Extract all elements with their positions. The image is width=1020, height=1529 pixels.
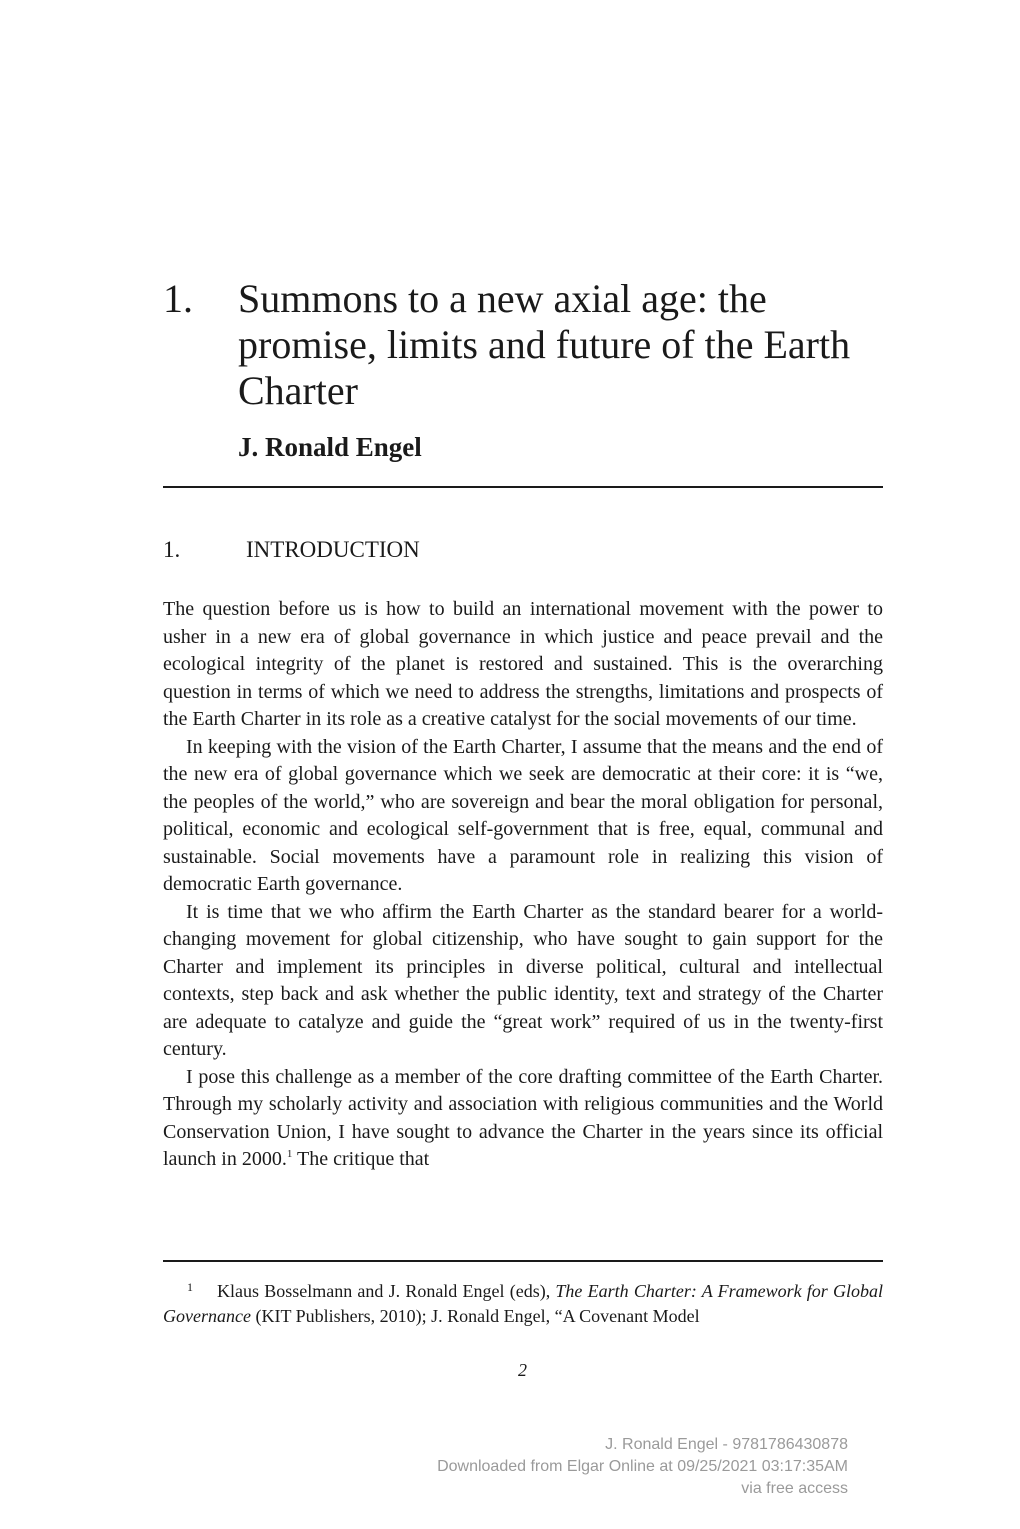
paragraph-3: It is time that we who affirm the Earth Charter as the standard bearer for a world-changing movement for global citizenship, who have sought to gain support for the Charter and implement its principles in diverse political, cultural and intellectual contexts, step back and ask whether the public identity, text and strategy of the Charter are adequate to catalyze and guide the “great work” required of us in the twenty-first century. — [163, 900, 883, 1060]
paragraph-2: In keeping with the vision of the Earth Charter, I assume that the means and the end of the new era of global governance which we seek are democratic at their core: it is “we, the peoples of the world,” who are sovereign and bear the moral obligation for personal, political, economic and ecological self-government that is free, equal, communal and sustainable. Social movements have a paramount role in realizing this vision of democratic Earth governance. — [163, 735, 883, 895]
chapter-author: J. Ronald Engel — [238, 432, 422, 462]
paragraph-4 — [163, 1064, 883, 1174]
footnote-text-after: (KIT Publishers, 2010); J. Ronald Engel, “A Covenant Model — [250, 1306, 700, 1326]
footnote: 1 Klaus Bosselmann and J. Ronald Engel (eds), The Earth Charter: A Framework for Global Governance (KIT Publishers, 2010); J. Ronald Engel, “A Covenant Model — [163, 1280, 883, 1326]
footnote-divider — [163, 1260, 883, 1262]
section-title: INTRODUCTION — [246, 537, 420, 562]
download-watermark — [437, 1434, 848, 1500]
footnote-book-title: The Earth Charter: A Framework for Global Governance — [163, 1281, 883, 1326]
watermark-line-1: J. Ronald Engel - 9781786430878 — [605, 1436, 848, 1453]
paragraph-4-text: I pose this challenge as a member of the core drafting committee of the Earth Charter. Through my scholarly activity and association with religious communities and the World Conservation Union, I have sought to advance the Charter in the years since its official launch in 2000. — [163, 1065, 883, 1170]
watermark-line-2: Downloaded from Elgar Online at 09/25/2021 03:17:35AM — [437, 1458, 848, 1475]
chapter-number: 1. — [163, 276, 193, 321]
section-number: 1. — [163, 537, 181, 562]
page-number: 2 — [518, 1360, 527, 1380]
body-text — [163, 596, 883, 1174]
chapter-title: Summons to a new axial age: the promise, limits and future of the Earth Charter — [238, 276, 851, 413]
watermark-line-3: via free access — [741, 1480, 848, 1497]
paragraph-4-tail: The critique that — [292, 1148, 430, 1170]
section-heading — [163, 537, 420, 563]
paragraph-1: The question before us is how to build an international movement with the power to usher in a new era of global governance in which justice and peace prevail and the ecological integrity of the planet is restored and sustained. This is the overarching question in terms of which we need to address the strengths, limitations and prospects of the Earth Charter in its role as a creative catalyst for the social movements of our time. — [163, 598, 883, 730]
title-divider — [163, 486, 883, 488]
footnote-reference[interactable]: 1 — [286, 1148, 293, 1160]
footnote-text-before: Klaus Bosselmann and J. Ronald Engel (eds), — [217, 1281, 556, 1301]
